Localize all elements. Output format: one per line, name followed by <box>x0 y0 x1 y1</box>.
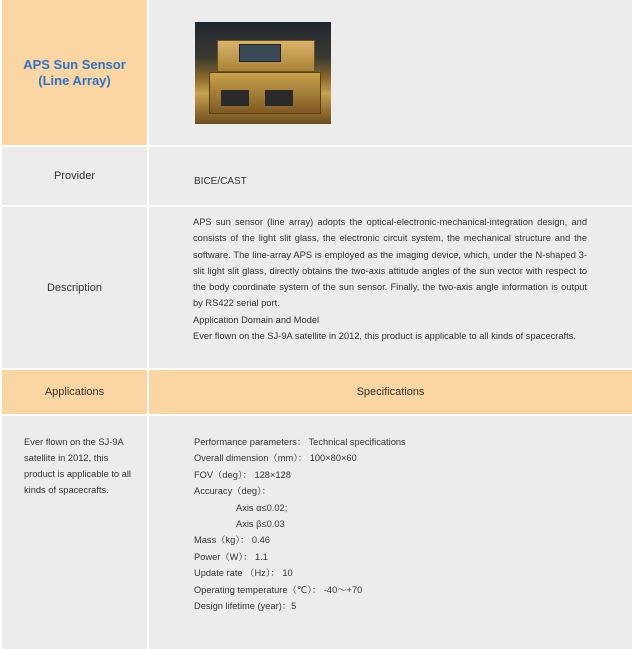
specifications-label: Specifications <box>356 386 425 398</box>
spec-line: Accuracy（deg）： <box>194 486 271 497</box>
description-label-cell <box>2 207 147 368</box>
applications-header <box>2 370 147 414</box>
description-text-cell <box>149 207 632 368</box>
spec-line: Overall dimension（mm）： 100×80×60 <box>194 453 357 464</box>
applications-text: Ever flown on the SJ-9A satellite in 2012, this product is applicable to all kinds of spacecrafts. <box>24 437 131 495</box>
provider-label-cell <box>2 147 147 205</box>
spec-line: Performance parameters： Technical specifications <box>194 437 406 447</box>
specifications-cell <box>149 416 632 649</box>
description-text <box>193 214 587 344</box>
product-title-cell <box>2 0 147 145</box>
provider-value: BICE/CAST <box>194 176 247 187</box>
spec-line: FOV（deg）： 128×128 <box>194 469 291 480</box>
product-photo-cell <box>149 0 632 145</box>
spec-line: Power（W）： 1.1 <box>194 551 268 562</box>
spec-line: Operating temperature（℃）： -40～+70 <box>194 584 363 595</box>
spec-line: Mass（kg）： 0.46 <box>194 535 270 546</box>
description-label: Description <box>46 281 103 294</box>
product-title: APS Sun Sensor (Line Array) <box>23 56 126 88</box>
specifications-header <box>149 370 632 414</box>
product-photo <box>195 22 331 124</box>
provider-label: Provider <box>54 170 95 182</box>
applications-cell <box>2 416 147 649</box>
description-paragraph: Ever flown on the SJ-9A satellite in 2012, this product is applicable to all kinds of spacecrafts. <box>193 331 576 342</box>
spec-line: Axis β≤0.03 <box>236 519 285 530</box>
spec-line: Axis α≤0.02; <box>236 502 288 513</box>
specifications-list <box>194 434 406 614</box>
spec-line: Update rate （Hz）： 10 <box>194 568 293 579</box>
description-subheading: Application Domain and Model <box>193 314 320 325</box>
provider-value-cell <box>149 147 632 205</box>
description-paragraph: APS sun sensor (line array) adopts the optical-electronic-mechanical-integration design, and consists of the light slit glass, the electronic circuit system, the mechanical structure and the software. The line-array APS is employed as the imaging device, which, under the N-shaped 3-slit light slit glass, directly obtains the two-axis attitude angles of the sun vector with respect to the body coordinate system of the sun sensor. Finally, the two-axis angle information is output by RS422 serial port. <box>193 217 587 309</box>
applications-label: Applications <box>44 386 105 398</box>
spec-line: Design lifetime (year)：5 <box>194 601 297 612</box>
